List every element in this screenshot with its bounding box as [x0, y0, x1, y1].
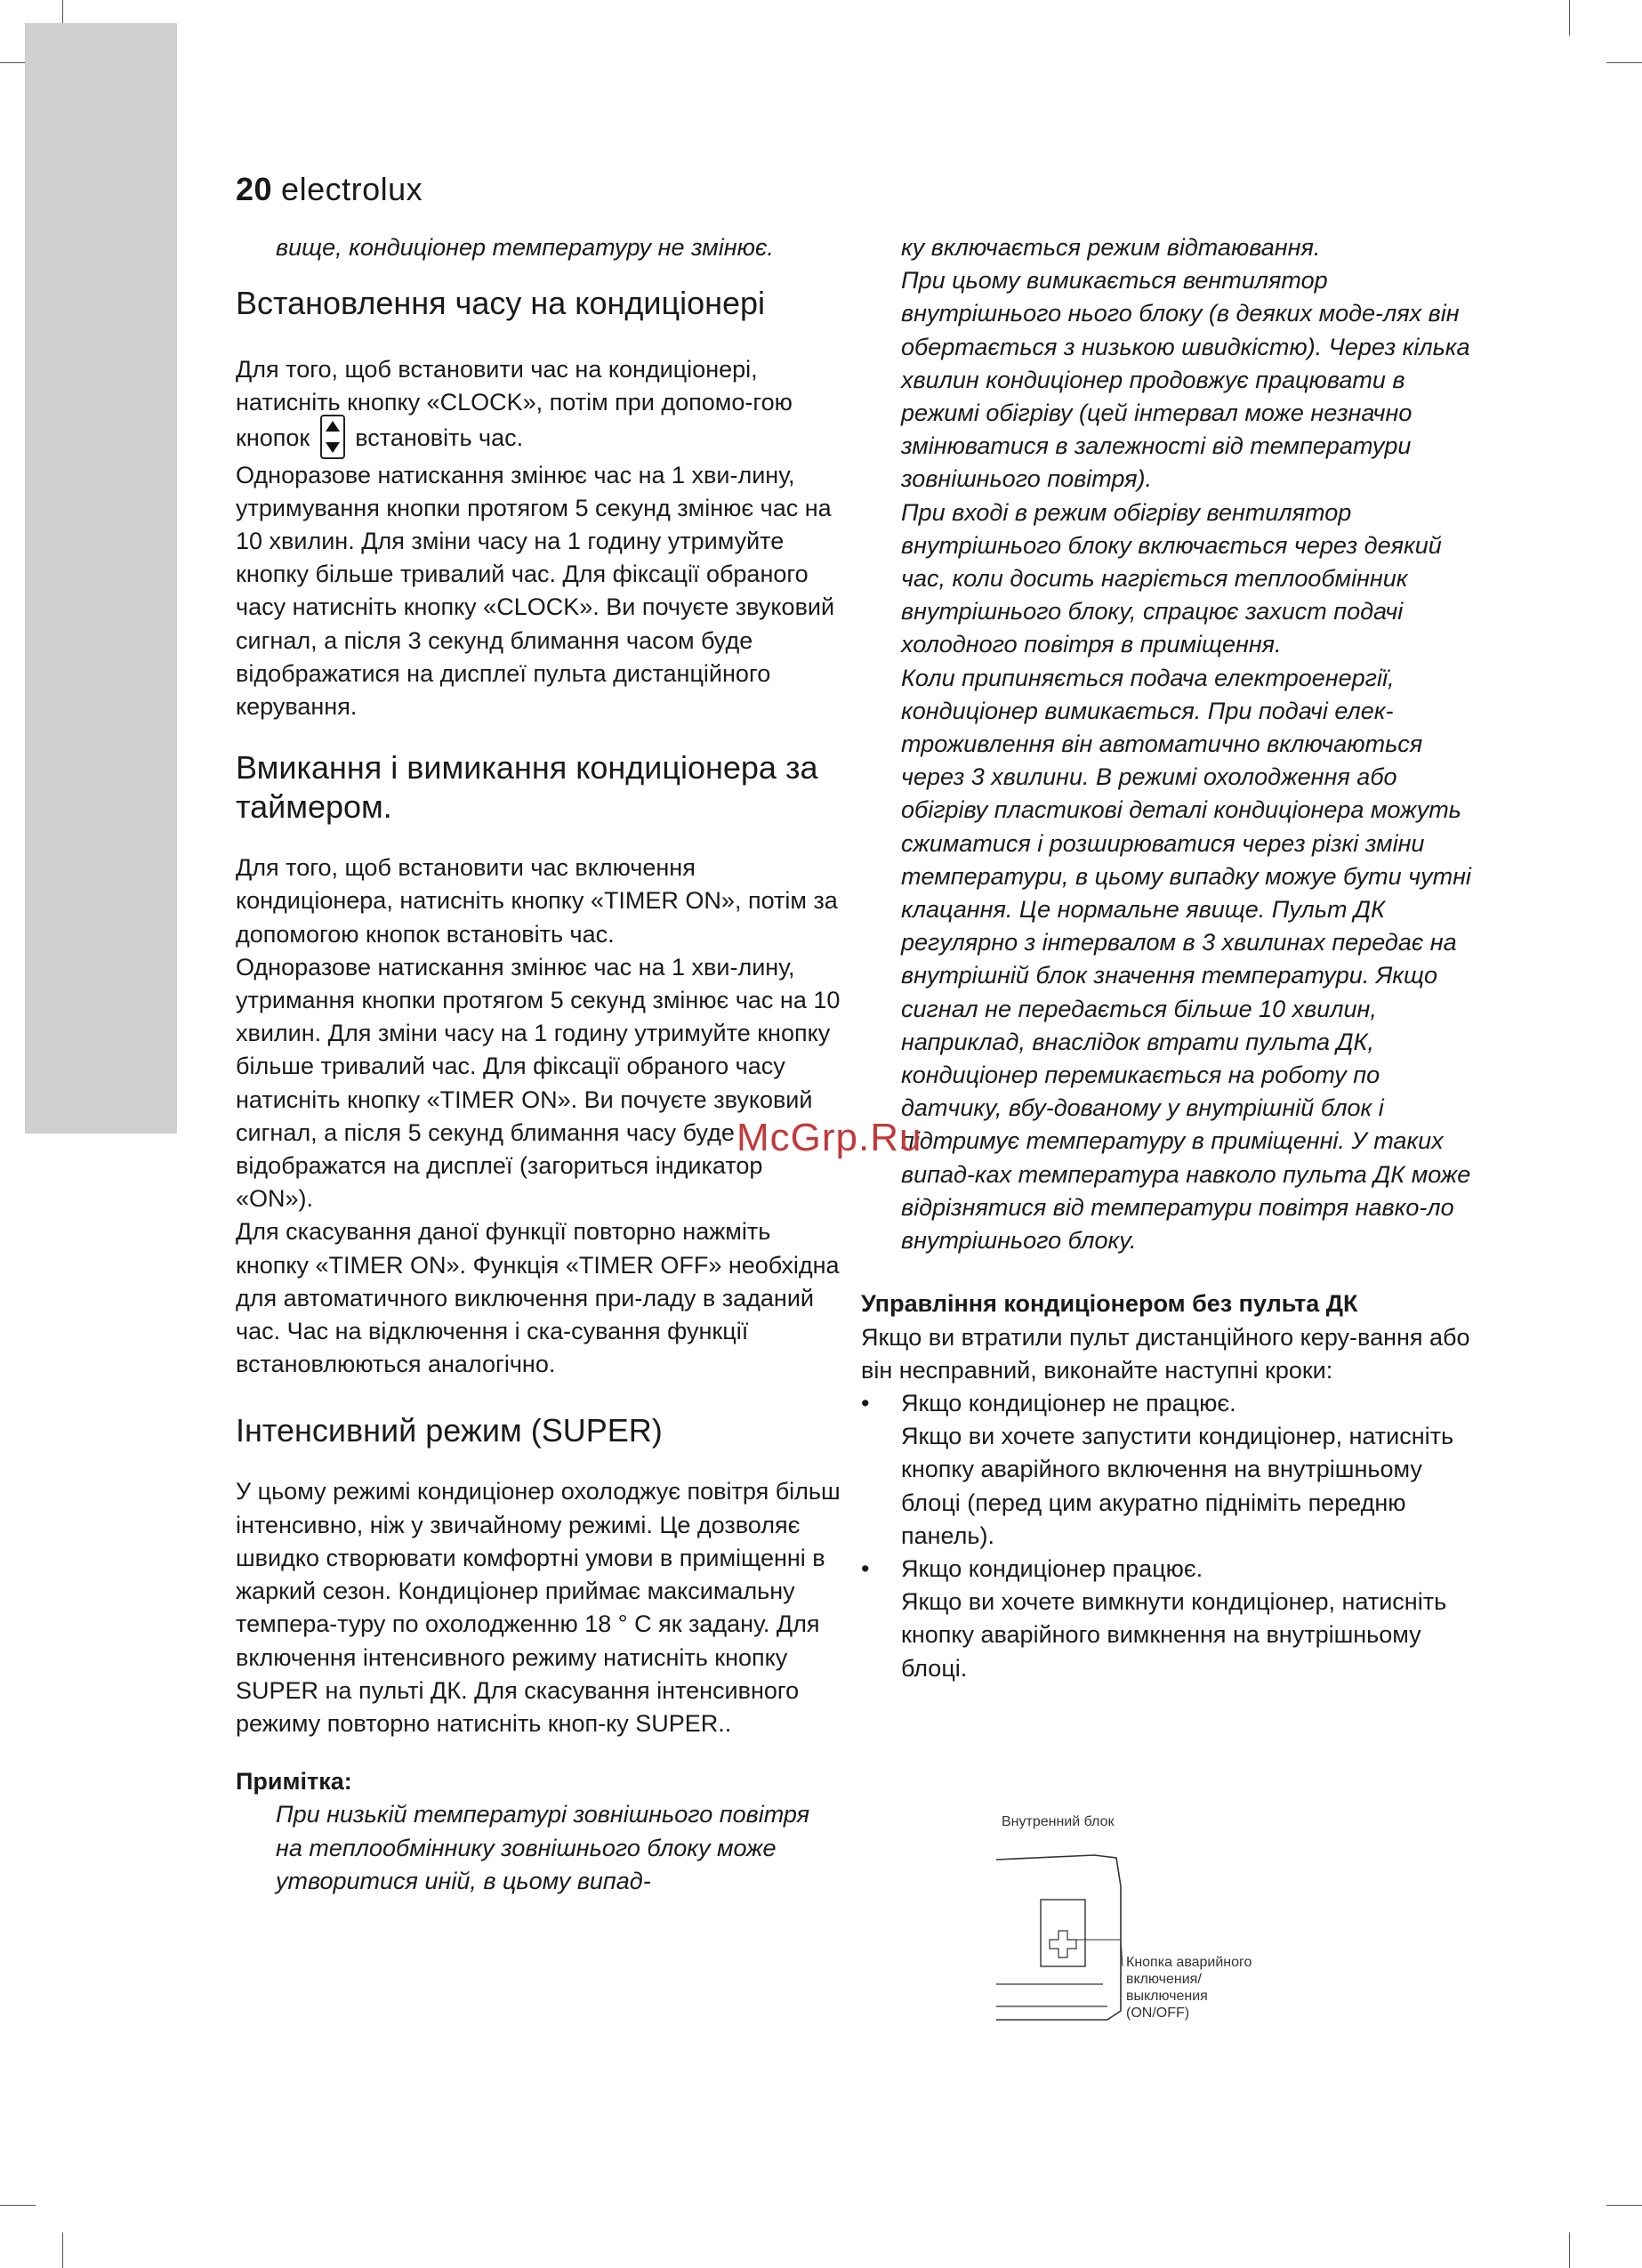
paragraph: Одноразове натискання змінює час на 1 хви-лину, утримування кнопки протягом 5 секунд змінює час на 10 хвилин. Для зміни часу на 1 годину утримуйте кнопку більше тривалий час. Для фіксації обраного часу натисніть кнопку «CLOCK». Ви почуєте звуковий сигнал, а після 3 секунд блимання часом буде відображатися на дисплеї пульта дистанційного керування.: [236, 461, 835, 721]
figure-label-line: Кнопка аварийного: [1126, 1955, 1252, 1970]
page-number: 20: [236, 171, 273, 207]
crop-mark: [1569, 0, 1570, 36]
right-column: [861, 231, 1475, 1685]
list-item-head: • Якщо кондиціонер працює.: [901, 1554, 1203, 1582]
crop-mark: [1606, 2205, 1642, 2206]
manual-control-title: Управління кондиціонером без пульта ДК: [861, 1290, 1358, 1318]
section-title-timer: Вмикання і вимикання кондиціонера за таймером.: [236, 749, 818, 826]
paragraph: Для скасування даної функції повторно нажміть кнопку «TIMER ON». Функція «TIMER OFF» необхідна для автоматичного виключення при-ладу в заданий час. Час на відключення і ска-сування функції встановлюються аналогічно.: [236, 1218, 840, 1378]
paragraph: [236, 353, 841, 458]
italic-paragraph: При цьому вимикається вентилятор внутрішнього нього блоку (в деяких моде-лях він обертається з низькою швидкістю). Через кілька хвилин кондиціонер продовжує працювати в режимі обігріву (цей інтервал може незначно змінюватися в залежності від температури зовнішнього повітря).: [901, 267, 1470, 493]
note-title: Примітка:: [236, 1768, 352, 1796]
side-band: [25, 23, 177, 1134]
up-down-arrows-icon: [320, 415, 345, 459]
list-item-body: Якщо ви хочете запустити кондиціонер, натисніть кнопку аварійного включення на внутрішньому блоці (перед цим акуратно підніміть передню панель).: [901, 1423, 1454, 1549]
crop-mark: [0, 2205, 36, 2206]
figure-label-line: выключения: [1126, 1989, 1208, 2004]
watermark: McGrp.Ru: [736, 1116, 922, 1159]
figure-label-indoor-unit: Внутренний блок: [1002, 1814, 1115, 1829]
brand-name: electrolux: [281, 171, 423, 207]
crop-mark: [62, 2232, 63, 2268]
figure-label-line: включения/: [1126, 1972, 1202, 1987]
note-text: При низькій температурі зовнішнього повітря на теплообміннику зовнішнього блоку може утворитися иній, в цьому випад-: [276, 1801, 810, 1894]
italic-block: [861, 231, 1475, 1257]
list-item: [861, 1387, 1475, 1553]
paragraph-text: Для того, щоб встановити час на кондиціонері, натисніть кнопку «CLOCK», потім при допомо-гою кнопок: [236, 356, 793, 451]
paragraph-text: встановіть час.: [355, 424, 524, 451]
indoor-unit-figure: [996, 1806, 1423, 2046]
italic-paragraph: Коли припиняється подача електроенергії, кондиціонер вимикається. При подачі елек-троживлення він автоматично включаються через 3 хвилини. В режимі охолодження або обігріву пластикові деталі кондиціонера можуть сжиматися і розширюватися через різкі зміни температури, в цьому випадку можуе бути чутні клацання. Це нормальне явище. Пульт ДК регулярно з інтервалом в 3 хвилинах передає на внутрішній блок значення температури. Якщо сигнал не передається більше 10 хвилин, наприклад, внаслідок втрати пульта ДК, кондиціонер перемикається на роботу по датчику, вбу-дованому у внутрішній блок і підтримує температуру в приміщенні. У таких випад-ках температура навколо пульта ДК може відрізнятися від температури повітря навко-ло внутрішнього блоку.: [901, 664, 1471, 1255]
crop-mark: [1569, 2232, 1570, 2268]
paragraph: Одноразове натискання змінює час на 1 хви-лину, утримання кнопки протягом 5 секунд змінює час на 10 хвилин. Для зміни часу на 1 годину утримуйте кнопку більше тривалий час. Для фіксації обраного часу натисніть кнопку «TIMER ON». Ви почуєте звуковий сигнал, а після 5 секунд блимання часу буде відображатся на дисплеї (загориться індикатор «ON»).: [236, 953, 841, 1213]
list-item: [861, 1553, 1475, 1685]
manual-steps-list: [861, 1387, 1475, 1685]
continuation-text: вище, кондиціонер температуру не змінює.: [276, 234, 774, 261]
paragraph: Для того, щоб встановити час включення кондиціонера, натисніть кнопку «TIMER ON», потім за допомогою кнопок встановіть час.: [236, 854, 838, 948]
figure-label-line: (ON/OFF): [1126, 2006, 1190, 2021]
figure-label-emergency-button: [1126, 1954, 1252, 2022]
italic-paragraph: При вході в режим обігріву вентилятор внутрішнього блоку включається через деякий час, коли досить нагріється теплообмінник внутрішнього блоку, спрацює захист подачі холодного повітря в приміщення.: [901, 498, 1442, 658]
list-item-body: Якщо ви хочете вимкнути кондиціонер, натисніть кнопку аварійного вимкнення на внутрішньому блоці.: [901, 1588, 1447, 1682]
page-header: [236, 171, 423, 208]
manual-control-intro: Якщо ви втратили пульт дистанційного керу-вання або він несправний, виконайте наступні кроки:: [861, 1323, 1470, 1384]
italic-paragraph: ку включається режим відтаювання.: [901, 234, 1321, 261]
paragraph: У цьому режимі кондиціонер охолоджує повітря більш інтенсивно, ніж у звичайному режимі. Це дозволяє швидко створювати комфортні умови в приміщенні в жаркий сезон. Кондиціонер приймає максимальну темпера-туру по охолодженню 18 ° С як задану. Для включення інтенсивного режиму натисніть кнопку SUPER на пульті ДК. Для скасування інтенсивного режиму повторно натисніть кноп-ку SUPER..: [236, 1478, 841, 1737]
left-column: [236, 231, 841, 1898]
list-item-head: • Якщо кондиціонер не працює.: [901, 1389, 1236, 1416]
section-title-super: Інтенсивний режим (SUPER): [236, 1412, 663, 1449]
section-title-clock: Встановлення часу на кондиціонері: [236, 285, 766, 322]
crop-mark: [1606, 62, 1642, 63]
